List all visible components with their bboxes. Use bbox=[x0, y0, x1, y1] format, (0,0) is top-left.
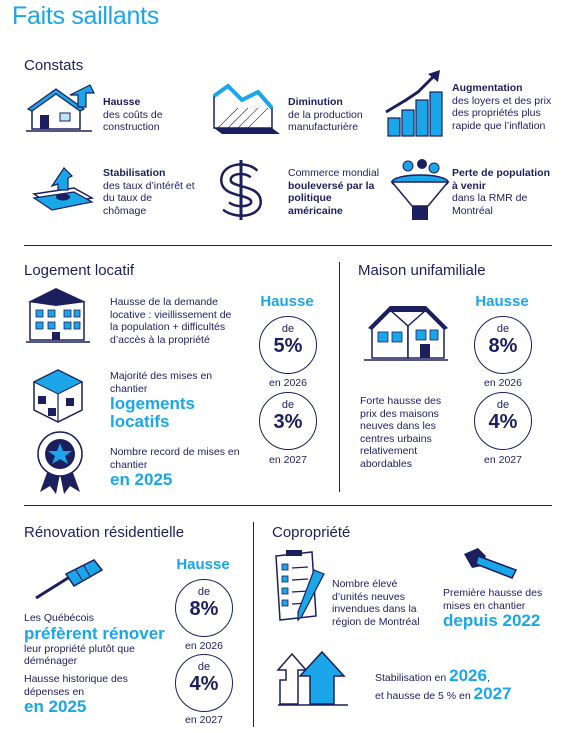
renovation-stat-2027: de 4% bbox=[175, 654, 233, 712]
dollar-sign-icon bbox=[210, 160, 276, 220]
house-arrow-icon bbox=[26, 85, 98, 135]
maison-heading: Maison unifamiliale bbox=[358, 262, 486, 279]
logement-stat-2026: de 5% bbox=[259, 316, 317, 374]
page-title: Faits saillants bbox=[12, 2, 159, 30]
maison-year-2027: en 2027 bbox=[484, 454, 522, 466]
renovation-heading: Rénovation résidentielle bbox=[24, 524, 185, 541]
maison-stat-2026: de 8% bbox=[474, 316, 532, 374]
copro-item-3: Stabilisation en 2026, et hausse de 5 % en 2027 bbox=[375, 666, 512, 703]
divider bbox=[24, 245, 552, 246]
money-arrow-icon bbox=[30, 164, 96, 214]
logement-year-2026: en 2026 bbox=[269, 377, 307, 389]
renovation-year-2026: en 2026 bbox=[185, 640, 223, 652]
copro-heading: Copropriété bbox=[272, 524, 351, 541]
apartment-building-icon bbox=[26, 288, 90, 346]
copro-item-1: Nombre élevé d’unités neuves invendues dans la région de Montréal bbox=[332, 578, 420, 628]
constat-5: Commerce mondial bouleversé par la politique américaine bbox=[288, 167, 380, 217]
declining-graph-icon bbox=[208, 80, 284, 136]
divider bbox=[339, 262, 340, 492]
logement-hausse-label: Hausse bbox=[260, 293, 314, 310]
logement-stat-2027: de 3% bbox=[259, 392, 317, 450]
maison-stat-2027: de 4% bbox=[474, 392, 532, 450]
maison-text: Forte hausse des prix des maisons neuves dans les centres urbains relativement abordables bbox=[360, 395, 442, 470]
renovation-item-2: Hausse historique des dépenses en en 2025 bbox=[24, 673, 128, 716]
renovation-stat-2026: de 8% bbox=[175, 579, 233, 637]
logement-heading: Logement locatif bbox=[24, 262, 135, 279]
blocks-cube-icon bbox=[30, 368, 86, 424]
constats-heading: Constats bbox=[24, 57, 84, 74]
population-funnel-icon bbox=[388, 158, 452, 226]
maison-year-2026: en 2026 bbox=[484, 377, 522, 389]
logement-item-3: Nombre record de mises en chantier en 2025 bbox=[110, 446, 240, 489]
divider bbox=[24, 505, 552, 506]
logement-item-2: Majorité des mises en chantier logements locatifs bbox=[110, 370, 213, 431]
divider bbox=[253, 522, 254, 727]
constat-2: Diminution de la production manufacturière bbox=[288, 96, 363, 133]
rising-arrows-icon bbox=[276, 648, 352, 706]
constat-1: Hausse des coûts de construction bbox=[103, 96, 163, 133]
rising-coins-icon bbox=[384, 70, 450, 140]
constat-3: Augmentation des loyers et des prix des propriétés plus rapide que l’inflation bbox=[452, 82, 552, 132]
constat-6: Perte de population à venir dans la RMR de Montréal bbox=[452, 167, 551, 217]
screwdriver-icon bbox=[32, 558, 106, 602]
renovation-hausse-label: Hausse bbox=[176, 556, 230, 573]
house-icon bbox=[364, 296, 448, 366]
copro-item-2: Première hausse des mises en chantier depuis 2022 bbox=[443, 587, 543, 630]
constat-4: Stabilisation des taux d’intérêt et du taux de chômage bbox=[103, 167, 195, 217]
maison-hausse-label: Hausse bbox=[475, 293, 529, 310]
renovation-item-1: Les Québécois préfèrent rénover leur propriété plutôt que déménager bbox=[24, 612, 165, 667]
hammer-icon bbox=[460, 544, 520, 584]
logement-year-2027: en 2027 bbox=[269, 454, 307, 466]
checklist-pencil-icon bbox=[270, 550, 330, 622]
logement-item-1: Hausse de la demande locative : vieillissement de la population + difficultés d’accès à la propriété bbox=[110, 296, 232, 346]
renovation-year-2027: en 2027 bbox=[185, 714, 223, 726]
star-medal-icon bbox=[32, 430, 88, 494]
